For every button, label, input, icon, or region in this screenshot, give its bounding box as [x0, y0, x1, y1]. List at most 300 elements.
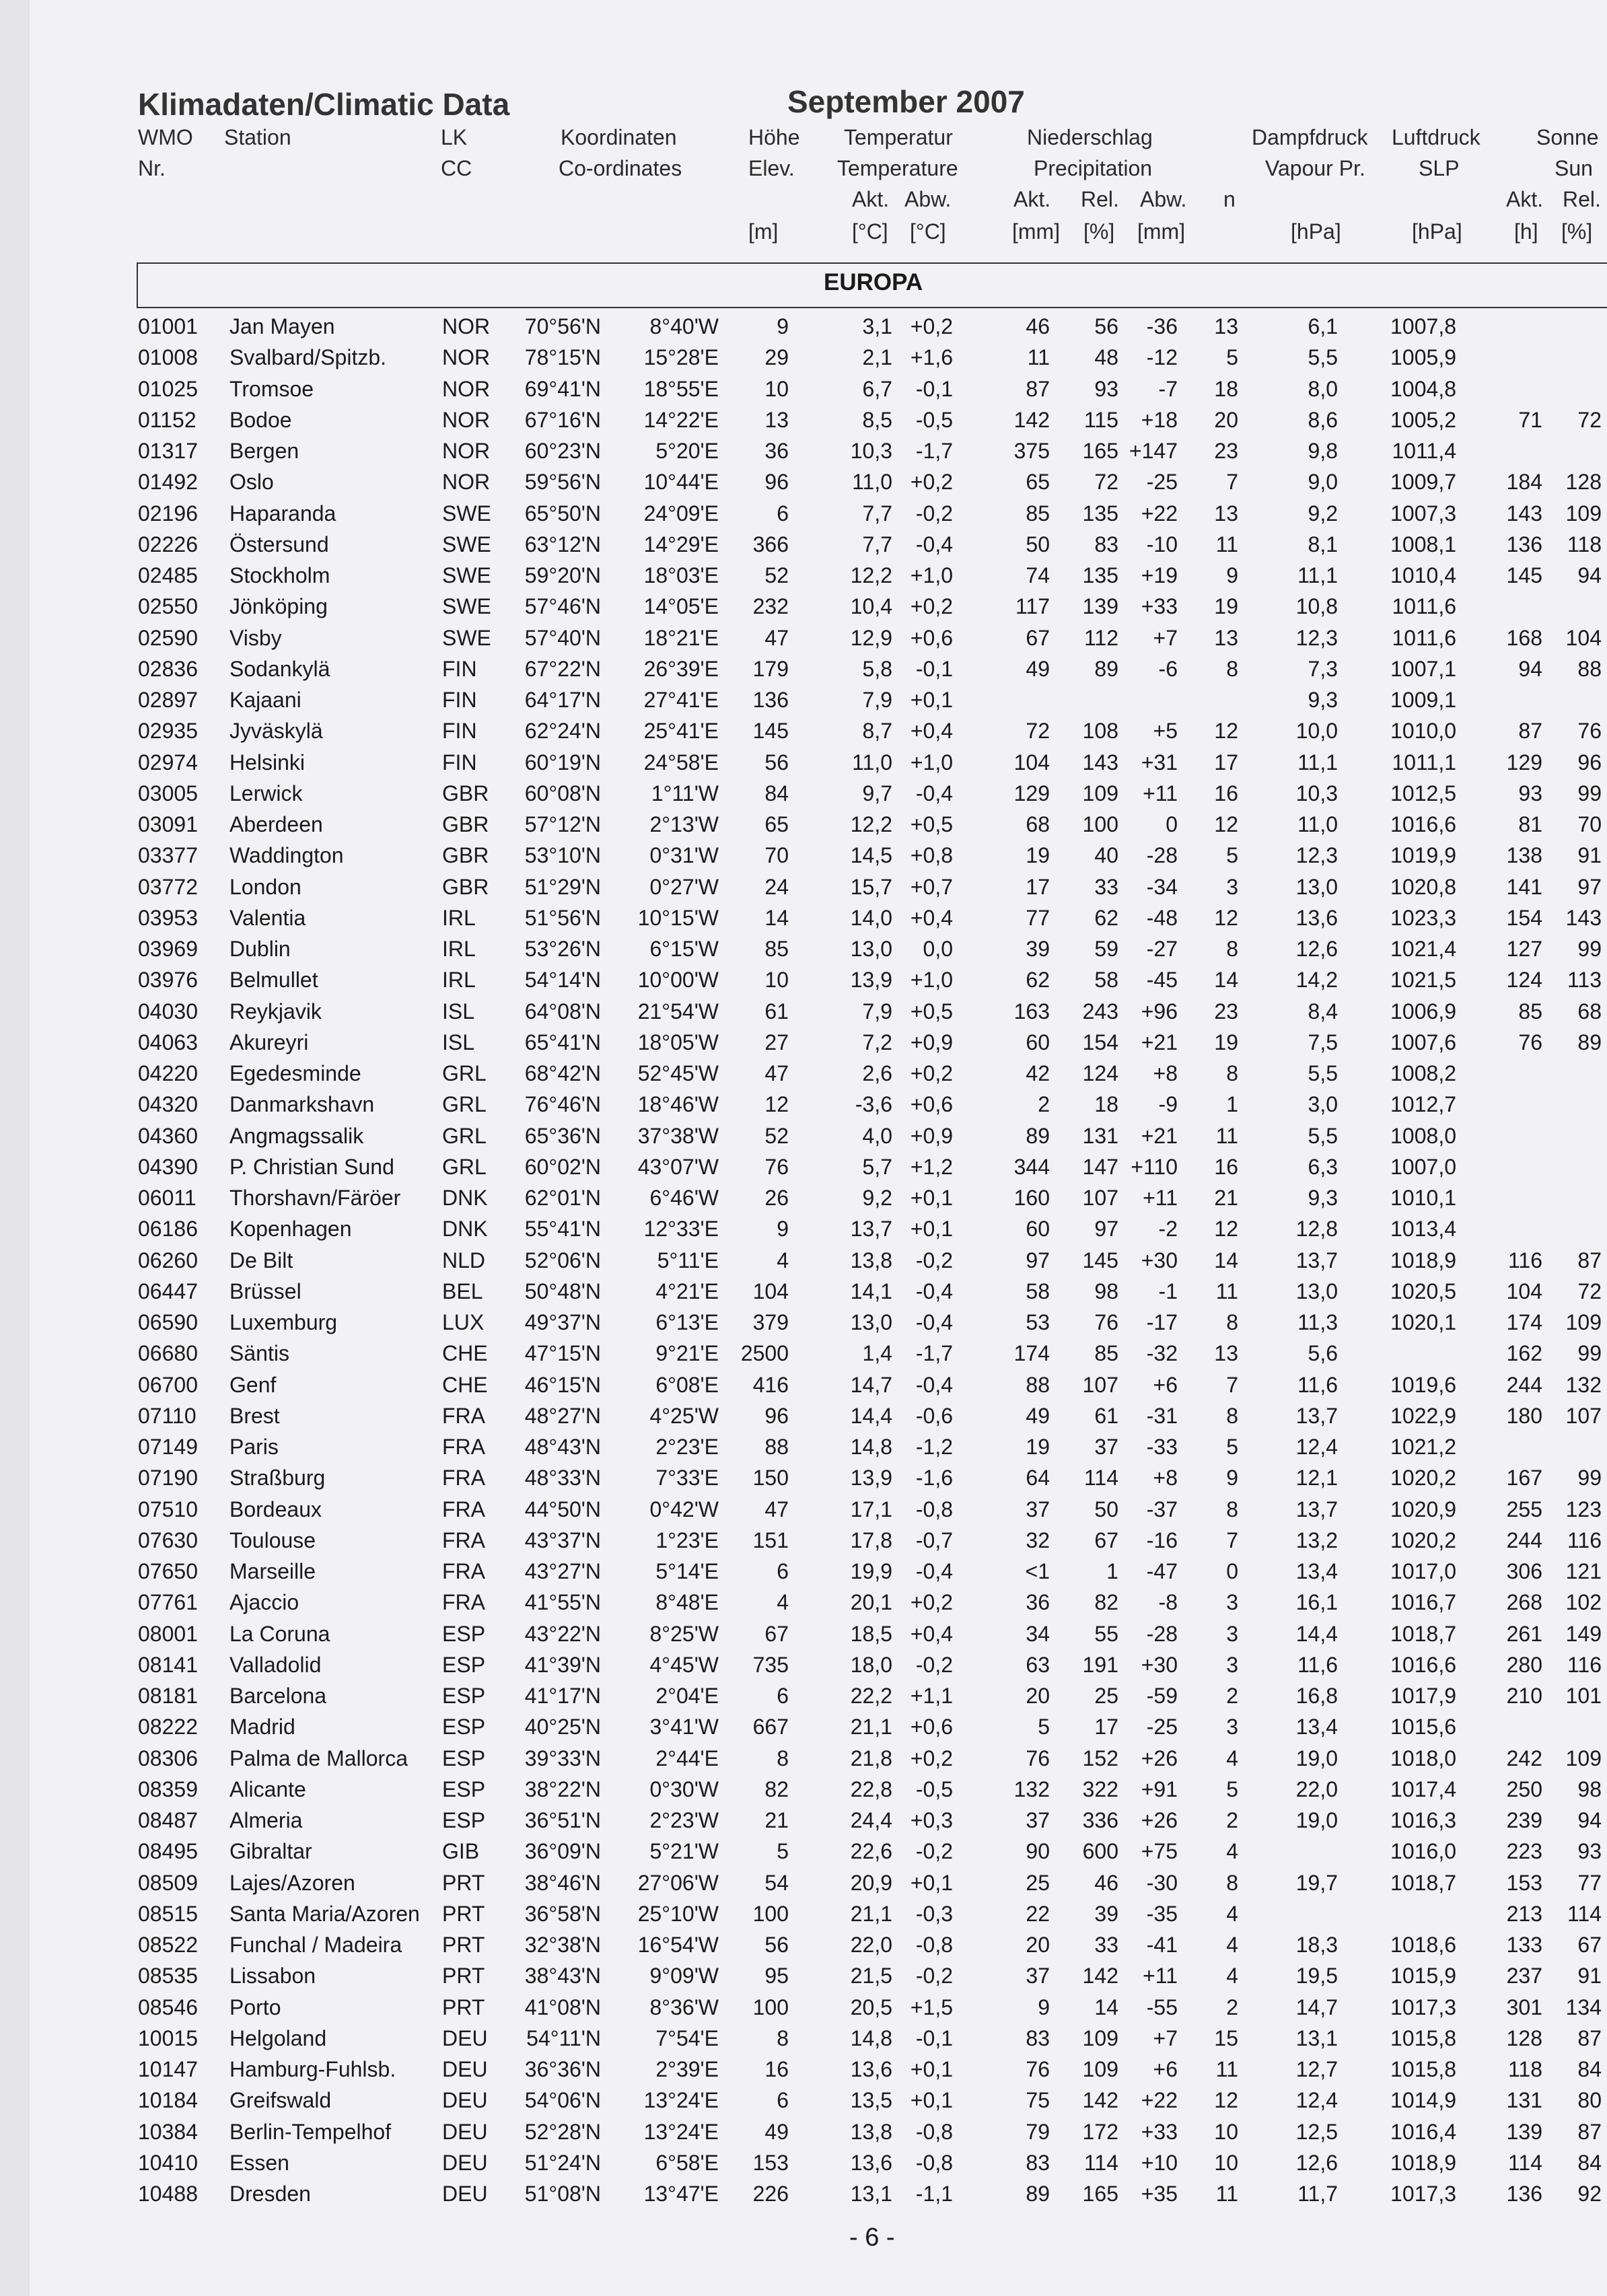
cell-slp: 1018,9: [1390, 2150, 1456, 2175]
cell-temp-akt: 21,1: [850, 1901, 892, 1926]
cell-prec-abw: -27: [1146, 937, 1178, 961]
cell-sun-akt: 133: [1506, 1933, 1542, 1957]
cell-longitude: 25°10'W: [637, 1901, 719, 1926]
cell-station: De Bilt: [229, 1248, 293, 1272]
cell-wmo: 06680: [138, 1341, 198, 1366]
cell-slp: 1013,4: [1390, 1217, 1456, 1242]
cell-temp-abw: -1,7: [915, 439, 953, 463]
cell-station: Dresden: [229, 2182, 311, 2206]
cell-prec-akt: 60: [1026, 1030, 1050, 1054]
cell-elevation: 145: [752, 719, 789, 744]
cell-longitude: 2°23'E: [655, 1435, 719, 1459]
cell-country: ESP: [442, 1746, 486, 1770]
cell-country: IRL: [442, 937, 476, 961]
cell-slp: 1014,9: [1390, 2088, 1456, 2113]
cell-prec-n: 19: [1214, 1030, 1238, 1054]
cell-prec-n: 17: [1214, 750, 1238, 775]
cell-temp-abw: -0,4: [915, 1559, 953, 1583]
cell-prec-abw: +31: [1141, 750, 1178, 775]
cell-longitude: 7°33'E: [655, 1466, 719, 1491]
cell-prec-rel: 109: [1082, 2057, 1118, 2081]
cell-station: Santa Maria/Azoren: [229, 1901, 420, 1926]
cell-wmo: 04220: [138, 1061, 198, 1085]
cell-prec-akt: 174: [1013, 1341, 1050, 1366]
cell-sun-akt: 93: [1518, 781, 1542, 805]
cell-prec-akt: 36: [1026, 1590, 1050, 1615]
cell-prec-akt: 83: [1026, 2025, 1050, 2050]
cell-country: PRT: [442, 1870, 485, 1895]
cell-prec-n: 23: [1214, 439, 1238, 463]
cell-wmo: 04360: [138, 1123, 198, 1148]
cell-longitude: 6°46'W: [649, 1186, 719, 1210]
cell-longitude: 25°41'E: [643, 719, 719, 744]
cell-station: La Coruna: [229, 1621, 330, 1646]
cell-prec-n: 18: [1214, 376, 1238, 401]
cell-slp: 1021,5: [1390, 968, 1456, 993]
cell-temp-akt: 11,0: [852, 470, 892, 495]
scan-margin: [0, 0, 30, 2296]
cell-prec-rel: 109: [1082, 781, 1118, 805]
cell-temp-akt: 18,5: [850, 1621, 892, 1646]
cell-slp: 1008,0: [1390, 1123, 1456, 1148]
cell-slp: 1017,9: [1390, 1684, 1456, 1708]
cell-longitude: 14°29'E: [643, 532, 719, 557]
cell-longitude: 6°58'E: [655, 2150, 719, 2175]
cell-prec-rel: 17: [1094, 1715, 1118, 1739]
cell-vapour: 5,5: [1308, 1061, 1338, 1085]
cell-prec-n: 13: [1214, 501, 1238, 526]
cell-prec-n: 11: [1215, 1279, 1238, 1303]
cell-prec-n: 9: [1226, 1466, 1238, 1491]
cell-temp-abw: +1,0: [910, 750, 953, 775]
cell-longitude: 21°54'W: [637, 999, 719, 1024]
cell-latitude: 43°37'N: [524, 1528, 601, 1552]
cell-sun-akt: 143: [1506, 501, 1542, 526]
cell-sun-rel: 114: [1567, 1901, 1602, 1926]
cell-latitude: 63°12'N: [524, 532, 601, 557]
cell-prec-n: 9: [1226, 563, 1238, 587]
cell-vapour: 8,6: [1308, 407, 1338, 432]
cell-prec-akt: 88: [1026, 1372, 1050, 1397]
cell-prec-akt: 89: [1026, 1123, 1050, 1148]
cell-sun-akt: 244: [1506, 1528, 1542, 1552]
cell-temp-abw: +0,1: [910, 688, 953, 712]
cell-temp-akt: 13,8: [850, 1248, 892, 1272]
cell-prec-abw: +147: [1129, 439, 1178, 463]
cell-vapour: 7,5: [1308, 1030, 1338, 1054]
cell-longitude: 10°15'W: [637, 905, 719, 930]
hdr-temp-unit1: [°C]: [852, 219, 888, 244]
cell-temp-abw: -0,2: [915, 1839, 953, 1864]
cell-country: SWE: [442, 594, 491, 619]
cell-temp-abw: +1,1: [910, 1684, 953, 1708]
cell-prec-rel: 59: [1094, 937, 1118, 961]
cell-elevation: 4: [777, 1248, 789, 1272]
cell-elevation: 61: [764, 999, 789, 1024]
cell-station: Oslo: [229, 470, 274, 495]
cell-vapour: 22,0: [1295, 1777, 1338, 1801]
cell-temp-abw: -0,5: [915, 1777, 953, 1801]
cell-temp-abw: +0,3: [910, 1808, 953, 1832]
cell-station: Hamburg-Fuhlsb.: [229, 2057, 396, 2081]
cell-prec-rel: 37: [1094, 1435, 1118, 1459]
cell-slp: 1004,8: [1390, 376, 1456, 401]
cell-country: FIN: [442, 719, 477, 744]
cell-longitude: 37°38'W: [637, 1123, 719, 1148]
cell-prec-akt: 58: [1026, 1279, 1050, 1303]
cell-country: GRL: [442, 1154, 487, 1179]
cell-vapour: 12,3: [1295, 843, 1338, 868]
cell-vapour: 12,4: [1295, 1435, 1338, 1459]
cell-elevation: 14: [764, 905, 789, 930]
cell-sun-rel: 93: [1577, 1839, 1602, 1864]
section-title: EUROPA: [824, 269, 923, 295]
cell-wmo: 01025: [138, 376, 198, 401]
hdr-precipitation: Precipitation: [1034, 156, 1153, 180]
cell-station: Bordeaux: [229, 1497, 322, 1521]
cell-latitude: 51°29'N: [524, 874, 601, 899]
cell-latitude: 41°17'N: [524, 1684, 601, 1708]
cell-wmo: 04390: [138, 1154, 198, 1179]
cell-temp-abw: +0,1: [910, 2057, 953, 2081]
cell-temp-abw: -0,3: [915, 1901, 953, 1926]
cell-prec-rel: 93: [1094, 376, 1118, 401]
cell-prec-n: 2: [1226, 1684, 1238, 1708]
cell-latitude: 65°36'N: [524, 1123, 601, 1148]
cell-latitude: 65°50'N: [524, 501, 601, 526]
cell-elevation: 6: [777, 501, 789, 526]
cell-elevation: 667: [752, 1715, 789, 1739]
cell-prec-rel: 124: [1082, 1061, 1118, 1085]
cell-sun-rel: 99: [1577, 1341, 1602, 1366]
cell-prec-rel: 600: [1082, 1839, 1118, 1864]
cell-sun-rel: 72: [1577, 407, 1602, 432]
cell-slp: 1016,6: [1390, 1652, 1456, 1677]
hdr-luftdruck: Luftdruck: [1392, 125, 1480, 149]
cell-temp-abw: +1,6: [910, 345, 953, 370]
cell-prec-rel: 82: [1094, 1590, 1118, 1615]
cell-longitude: 7°54'E: [655, 2025, 719, 2050]
cell-station: Angmagssalik: [229, 1123, 364, 1148]
cell-prec-akt: 19: [1026, 1435, 1050, 1459]
cell-station: Helsinki: [229, 750, 306, 775]
cell-prec-rel: 147: [1082, 1154, 1118, 1179]
cell-elevation: 84: [764, 781, 789, 805]
cell-latitude: 48°33'N: [524, 1466, 601, 1491]
cell-latitude: 54°06'N: [524, 2088, 601, 2113]
cell-slp: 1016,6: [1390, 812, 1456, 836]
cell-temp-abw: +0,2: [910, 594, 953, 619]
cell-wmo: 08359: [138, 1777, 198, 1801]
cell-prec-akt: 160: [1013, 1186, 1050, 1210]
cell-prec-abw: -30: [1146, 1870, 1178, 1895]
cell-vapour: 13,4: [1295, 1559, 1338, 1583]
cell-sun-rel: 84: [1577, 2150, 1602, 2175]
cell-station: Straßburg: [229, 1466, 326, 1491]
cell-temp-abw: -0,6: [915, 1403, 953, 1428]
cell-prec-akt: 344: [1013, 1154, 1050, 1179]
hdr-lk: LK: [441, 125, 468, 149]
cell-sun-akt: 242: [1506, 1746, 1542, 1770]
cell-country: FIN: [442, 688, 477, 712]
cell-wmo: 02550: [138, 594, 198, 619]
cell-prec-akt: 20: [1026, 1933, 1050, 1957]
cell-temp-akt: 14,7: [850, 1372, 892, 1397]
cell-elevation: 47: [764, 1061, 789, 1085]
cell-longitude: 0°30'W: [649, 1777, 719, 1801]
cell-prec-abw: +21: [1141, 1123, 1178, 1148]
cell-vapour: 11,6: [1297, 1372, 1338, 1397]
cell-country: DEU: [442, 2025, 488, 2050]
cell-longitude: 5°20'E: [655, 439, 719, 463]
cell-station: Danmarkshavn: [229, 1092, 375, 1117]
cell-temp-abw: 0,0: [923, 937, 953, 961]
cell-temp-akt: 13,5: [850, 2088, 892, 2113]
cell-station: Waddington: [229, 843, 344, 868]
cell-prec-abw: +7: [1153, 2025, 1178, 2050]
cell-sun-rel: 99: [1577, 937, 1602, 961]
cell-elevation: 416: [752, 1372, 789, 1397]
cell-vapour: 9,8: [1308, 439, 1338, 463]
cell-longitude: 18°55'E: [643, 376, 719, 401]
cell-prec-akt: 76: [1026, 2057, 1050, 2081]
cell-sun-akt: 184: [1506, 470, 1542, 495]
cell-elevation: 8: [777, 1746, 789, 1770]
hdr-prec-abw: Abw.: [1140, 187, 1187, 211]
cell-temp-abw: +1,0: [910, 563, 953, 587]
cell-prec-rel: 142: [1082, 2088, 1118, 2113]
cell-longitude: 0°27'W: [649, 874, 719, 899]
cell-prec-n: 16: [1214, 1154, 1238, 1179]
cell-temp-akt: 1,4: [862, 1341, 892, 1366]
cell-prec-n: 13: [1214, 1341, 1238, 1366]
cell-sun-rel: 91: [1577, 1964, 1602, 1988]
cell-elevation: 150: [752, 1466, 789, 1491]
cell-temp-akt: 24,4: [850, 1808, 892, 1832]
cell-prec-akt: 68: [1026, 812, 1050, 836]
cell-longitude: 10°44'E: [643, 470, 719, 495]
cell-slp: 1019,9: [1390, 843, 1456, 868]
cell-temp-abw: -0,2: [915, 501, 953, 526]
cell-sun-akt: 136: [1506, 532, 1542, 557]
cell-prec-n: 2: [1226, 1995, 1238, 2019]
cell-country: NOR: [442, 439, 491, 463]
cell-prec-n: 3: [1226, 1652, 1238, 1677]
cell-elevation: 100: [752, 1901, 789, 1926]
cell-country: BEL: [442, 1279, 483, 1303]
cell-temp-akt: 8,5: [862, 407, 892, 432]
cell-temp-akt: 10,4: [850, 594, 892, 619]
cell-longitude: 5°21'W: [649, 1839, 719, 1864]
cell-vapour: 14,7: [1295, 1995, 1338, 2019]
cell-longitude: 2°04'E: [655, 1684, 719, 1708]
cell-sun-akt: 210: [1506, 1684, 1542, 1708]
cell-prec-rel: 172: [1082, 2119, 1118, 2144]
cell-longitude: 5°11'E: [657, 1248, 719, 1272]
cell-country: DEU: [442, 2119, 488, 2144]
cell-country: SWE: [442, 563, 491, 587]
cell-latitude: 32°38'N: [524, 1933, 601, 1957]
cell-longitude: 5°14'E: [655, 1559, 719, 1583]
cell-vapour: 19,0: [1295, 1746, 1338, 1770]
cell-wmo: 10184: [138, 2088, 198, 2113]
cell-prec-abw: +30: [1141, 1652, 1178, 1677]
cell-vapour: 13,7: [1295, 1497, 1338, 1521]
cell-station: Madrid: [229, 1715, 295, 1739]
cell-station: Dublin: [229, 937, 291, 961]
section-bottom-rule: [137, 307, 1607, 308]
cell-wmo: 01492: [138, 470, 198, 495]
cell-prec-n: 12: [1214, 1217, 1238, 1242]
cell-latitude: 52°28'N: [524, 2119, 601, 2144]
cell-elevation: 70: [764, 843, 789, 868]
cell-latitude: 38°46'N: [524, 1870, 601, 1895]
cell-prec-abw: +26: [1141, 1808, 1178, 1832]
cell-latitude: 51°08'N: [524, 2182, 601, 2206]
cell-country: NLD: [442, 1248, 486, 1272]
cell-prec-abw: -6: [1158, 656, 1178, 681]
cell-prec-rel: 154: [1082, 1030, 1118, 1054]
cell-country: DEU: [442, 2150, 488, 2175]
cell-country: NOR: [442, 345, 491, 370]
cell-temp-akt: 13,7: [850, 1217, 892, 1242]
cell-prec-n: 4: [1226, 1901, 1238, 1926]
cell-prec-rel: 336: [1082, 1808, 1118, 1832]
cell-sun-akt: 250: [1506, 1777, 1542, 1801]
cell-prec-rel: 62: [1094, 905, 1118, 930]
cell-prec-n: 12: [1214, 812, 1238, 836]
cell-elevation: 65: [764, 812, 789, 836]
cell-temp-akt: 5,7: [862, 1154, 892, 1179]
cell-wmo: 03976: [138, 968, 198, 993]
cell-prec-akt: 25: [1026, 1870, 1050, 1895]
cell-sun-rel: 96: [1577, 750, 1602, 775]
cell-station: Stockholm: [229, 563, 330, 587]
cell-slp: 1018,7: [1390, 1870, 1456, 1895]
cell-prec-n: 12: [1214, 905, 1238, 930]
cell-sun-rel: 104: [1565, 625, 1602, 650]
cell-prec-rel: 165: [1082, 2182, 1118, 2206]
cell-wmo: 02226: [138, 532, 198, 557]
cell-temp-abw: -0,1: [915, 376, 953, 401]
cell-prec-rel: 33: [1094, 1933, 1118, 1957]
hdr-coordinates: Co-ordinates: [559, 156, 682, 180]
cell-wmo: 08535: [138, 1964, 198, 1988]
hdr-prec-n: n: [1223, 187, 1236, 211]
cell-prec-akt: 32: [1026, 1528, 1050, 1552]
cell-prec-n: 0: [1226, 1559, 1238, 1583]
cell-longitude: 8°36'W: [649, 1995, 719, 2019]
cell-vapour: 5,5: [1308, 1123, 1338, 1148]
cell-sun-rel: 98: [1577, 1777, 1602, 1801]
cell-sun-rel: 132: [1565, 1372, 1602, 1397]
cell-slp: 1017,4: [1390, 1777, 1456, 1801]
cell-temp-abw: +0,1: [910, 2088, 953, 2113]
cell-latitude: 62°24'N: [524, 719, 601, 744]
cell-vapour: 13,0: [1295, 1279, 1338, 1303]
cell-station: Bodoe: [229, 407, 292, 432]
cell-sun-rel: 94: [1577, 1808, 1602, 1832]
cell-temp-abw: +0,2: [910, 1746, 953, 1770]
cell-prec-n: 10: [1214, 2150, 1238, 2175]
cell-vapour: 5,5: [1308, 345, 1338, 370]
cell-country: PRT: [442, 1933, 485, 1957]
cell-station: Porto: [229, 1995, 281, 2019]
cell-prec-rel: 48: [1094, 345, 1118, 370]
cell-longitude: 2°44'E: [655, 1746, 719, 1770]
cell-longitude: 52°45'W: [637, 1061, 719, 1085]
cell-elevation: 52: [764, 563, 789, 587]
cell-prec-rel: 112: [1083, 625, 1118, 650]
cell-prec-n: 1: [1226, 1092, 1238, 1117]
cell-temp-akt: 10,3: [850, 439, 892, 463]
cell-temp-abw: -0,2: [915, 1248, 953, 1272]
cell-vapour: 9,3: [1308, 1186, 1338, 1210]
cell-temp-akt: 17,1: [850, 1497, 892, 1521]
cell-station: Lajes/Azoren: [229, 1870, 355, 1895]
cell-prec-abw: +6: [1153, 2057, 1178, 2081]
cell-vapour: 13,4: [1295, 1715, 1338, 1739]
cell-wmo: 10147: [138, 2057, 198, 2081]
cell-elevation: 8: [777, 2025, 789, 2050]
cell-prec-abw: +19: [1141, 563, 1178, 587]
cell-temp-abw: +0,4: [910, 719, 953, 744]
cell-prec-n: 3: [1226, 874, 1238, 899]
cell-prec-n: 5: [1226, 345, 1238, 370]
cell-elevation: 10: [764, 376, 789, 401]
hdr-temp-unit2: [°C]: [910, 219, 946, 244]
hdr-vapour-unit: [hPa]: [1291, 219, 1341, 244]
cell-wmo: 07510: [138, 1497, 198, 1521]
cell-longitude: 26°39'E: [643, 656, 719, 681]
cell-sun-rel: 149: [1565, 1621, 1602, 1646]
cell-sun-rel: 118: [1567, 532, 1602, 557]
cell-prec-n: 10: [1214, 2119, 1238, 2144]
cell-prec-rel: 100: [1082, 812, 1118, 836]
cell-vapour: 16,1: [1295, 1590, 1338, 1615]
cell-temp-akt: 12,2: [850, 563, 892, 587]
cell-prec-n: 5: [1226, 1435, 1238, 1459]
cell-country: PRT: [442, 1901, 485, 1926]
cell-prec-akt: 37: [1026, 1964, 1050, 1988]
cell-temp-abw: -0,4: [915, 1310, 953, 1334]
cell-country: ESP: [442, 1621, 486, 1646]
cell-sun-rel: 87: [1577, 1248, 1602, 1272]
cell-slp: 1010,0: [1390, 719, 1456, 744]
cell-vapour: 16,8: [1295, 1684, 1338, 1708]
hdr-temperatur: Temperatur: [844, 125, 953, 149]
cell-temp-akt: 8,7: [862, 719, 892, 744]
hdr-slp: SLP: [1419, 156, 1460, 180]
cell-station: Berlin-Tempelhof: [229, 2119, 392, 2144]
cell-sun-rel: 101: [1565, 1684, 1602, 1708]
cell-latitude: 36°36'N: [524, 2057, 601, 2081]
cell-latitude: 41°39'N: [524, 1652, 601, 1677]
hdr-nr: Nr.: [138, 156, 166, 180]
cell-latitude: 64°17'N: [524, 688, 601, 712]
cell-prec-akt: 142: [1013, 407, 1050, 432]
cell-sun-rel: 87: [1577, 2025, 1602, 2050]
cell-latitude: 57°12'N: [524, 812, 601, 836]
cell-elevation: 366: [752, 532, 789, 557]
cell-prec-akt: 60: [1026, 1217, 1050, 1242]
cell-prec-akt: 37: [1026, 1808, 1050, 1832]
cell-longitude: 13°24'E: [643, 2088, 719, 2113]
cell-prec-rel: 33: [1094, 874, 1118, 899]
cell-station: Haparanda: [229, 501, 336, 526]
cell-wmo: 02485: [138, 563, 198, 587]
cell-prec-akt: 64: [1026, 1466, 1050, 1491]
